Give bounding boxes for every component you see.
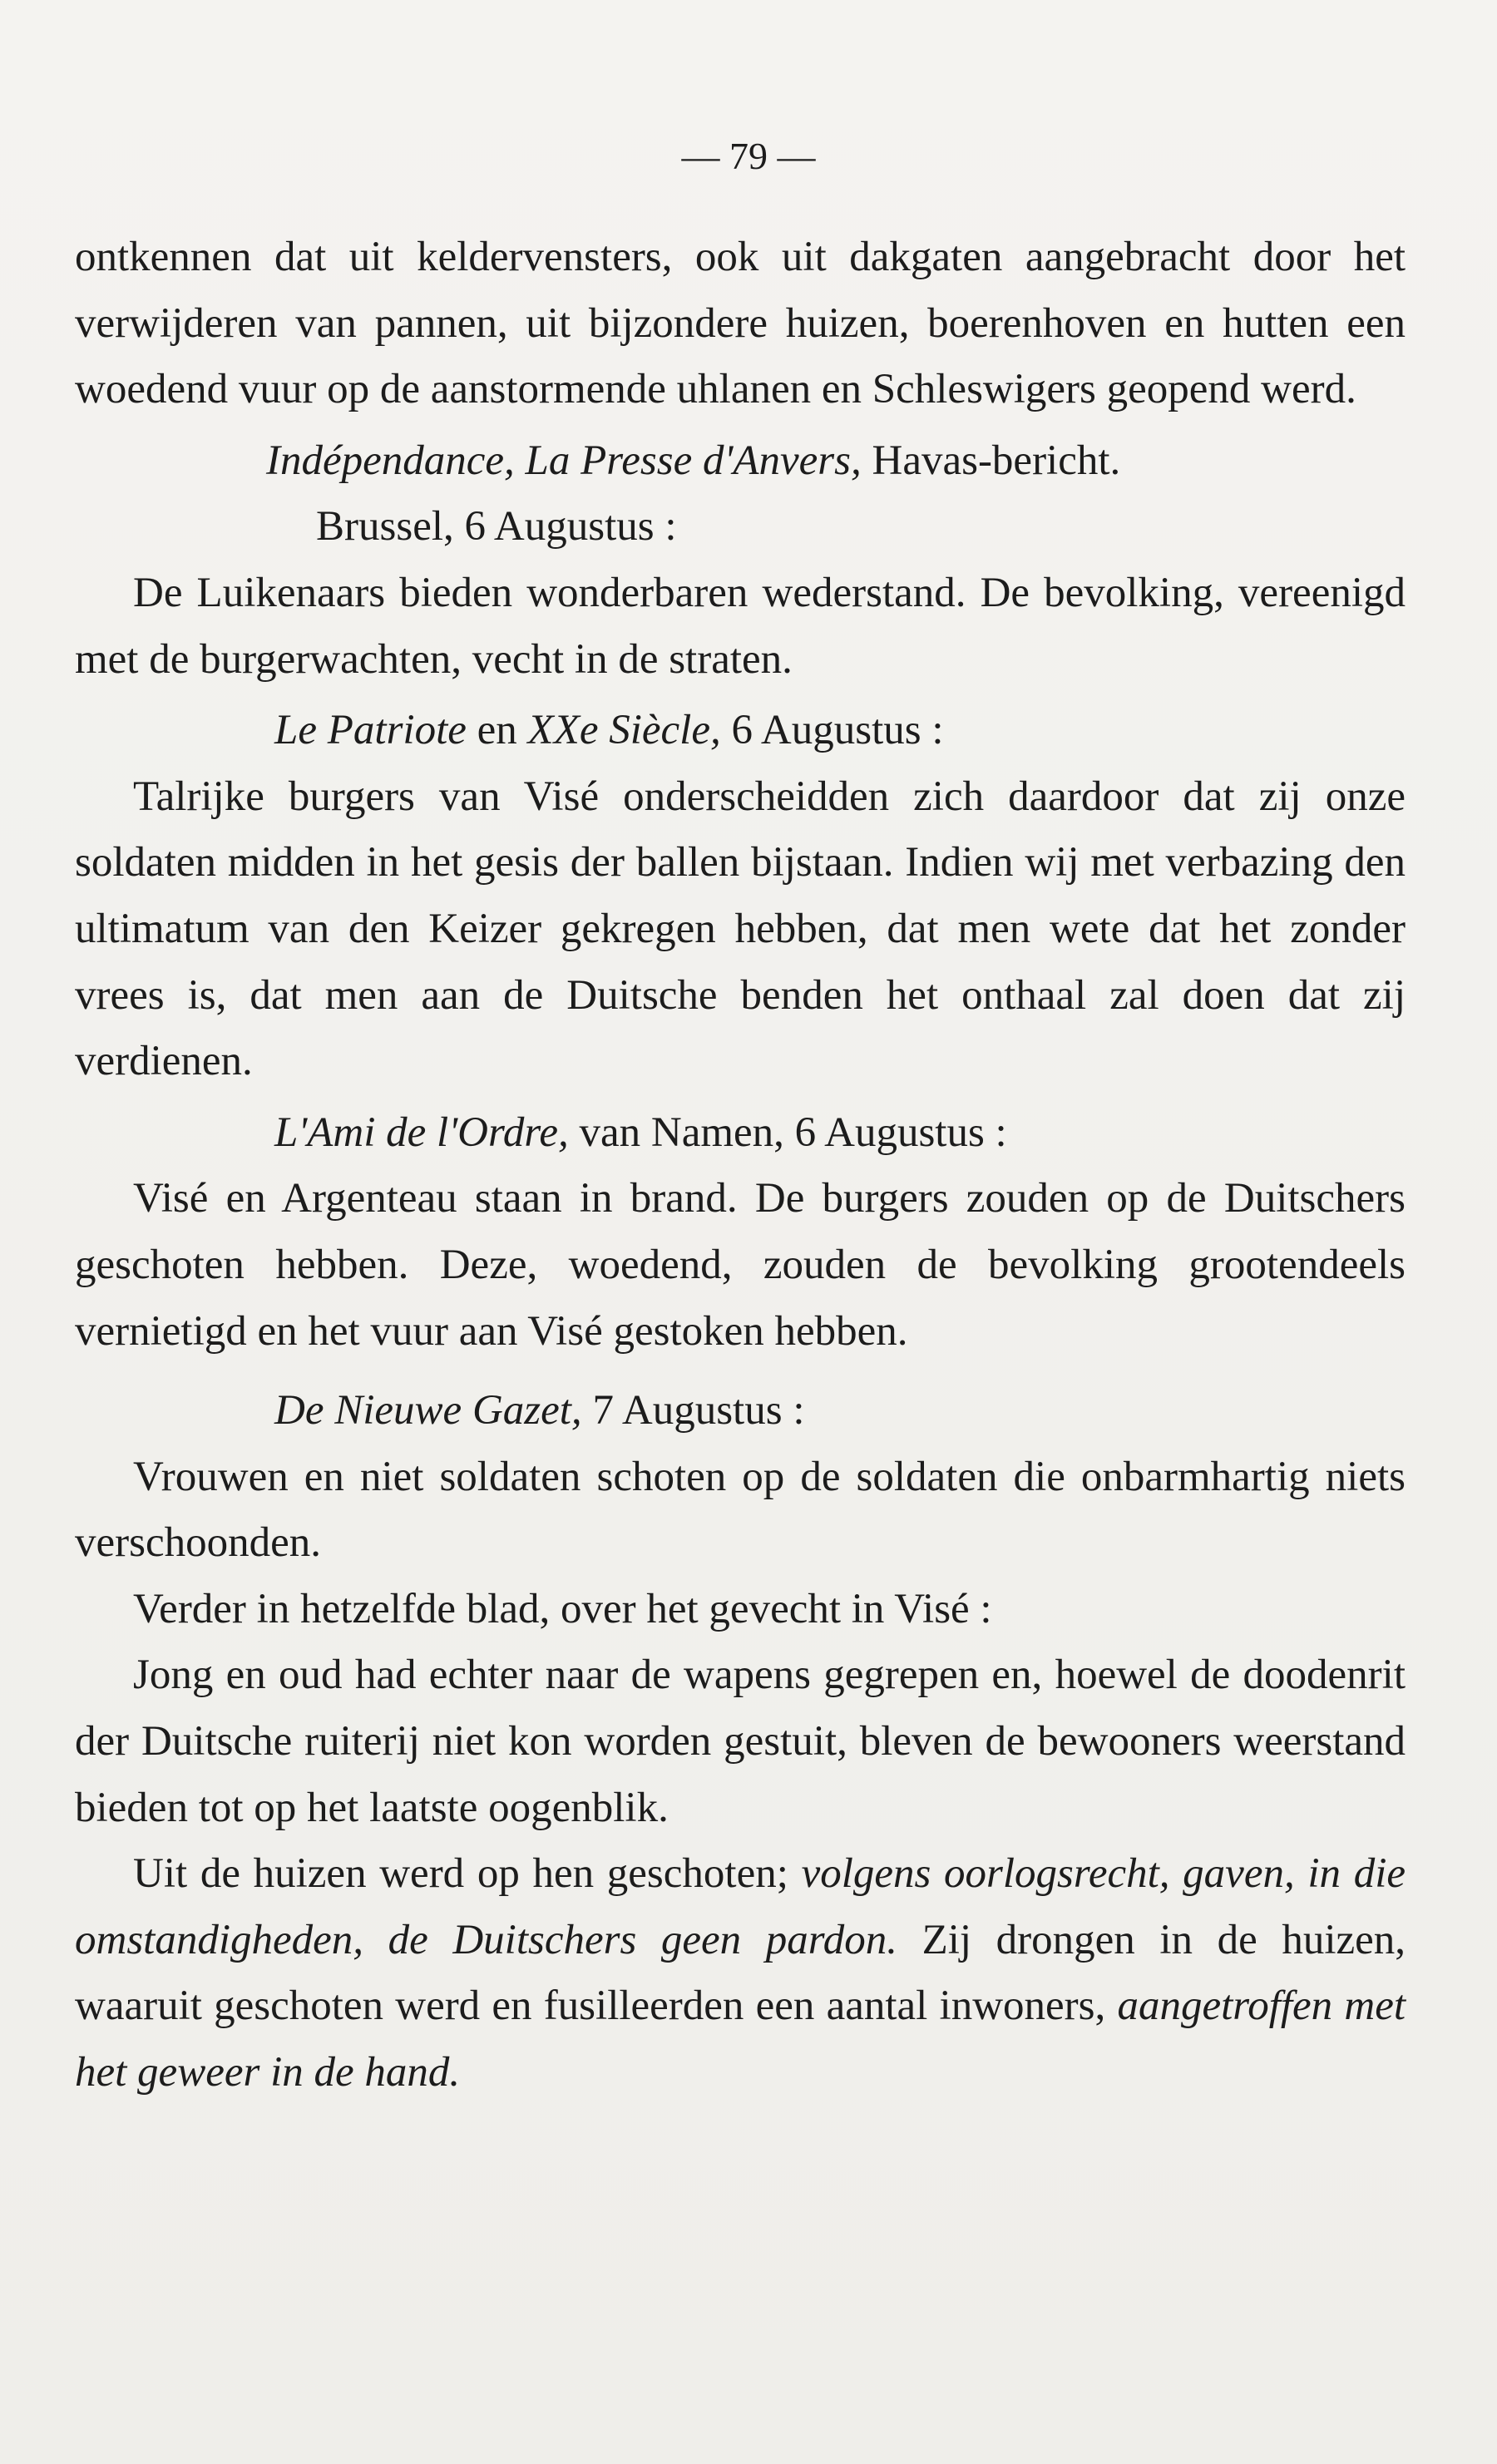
page-body (75, 225, 1406, 2106)
page-number: — 79 — (681, 135, 816, 177)
text-volgens-oorlogsrecht: volgens oorlogsrecht, gaven, in die omstandigheden, de Duitschers geen pardon. (75, 1850, 1406, 1963)
source-rest-havas: Havas-bericht. (861, 437, 1121, 484)
source-title-nieuwe-gazet: De Nieuwe Gazet, (274, 1387, 582, 1434)
paragraph-continuation: ontkennen dat uit keldervensters, ook uit dakgaten aangebracht door het verwijderen van pannen, uit bijzondere huizen, boerenhoven en hutten een woedend vuur op de aanstormende uhlanen en Schleswigers geopend werd. (75, 234, 1406, 413)
text-aangetroffen: aangetroffen met het geweer in de hand. (75, 1983, 1406, 2096)
paragraph-talrijke-burgers: Talrijke burgers van Visé onderscheidden zich daardoor dat zij onze soldaten midden in het gesis der ballen bijstaan. Indien wij met verbazing den ultimatum van den Keizer gekregen hebben, dat men wete dat het zonder vrees is, dat men aan de Duitsche benden het onthaal zal doen dat zij verdienen. (75, 773, 1406, 1085)
source-citation-nieuwe-gazet (75, 1378, 1406, 1444)
source-date-patriote: 6 Augustus : (720, 707, 944, 754)
paragraph-vrouwen: Vrouwen en niet soldaten schoten op de soldaten die onbarmhartig niets verschoonden. (75, 1453, 1406, 1567)
source-citation-independance (75, 428, 1406, 495)
text-zij-drongen: Zij drongen in de huizen, waaruit geschoten werd en fusilleerden een aantal inwoners, (75, 1916, 1406, 2030)
source-title-patriote: Le Patriote (274, 707, 467, 754)
source-title-xxe-siecle: XXe Siècle, (527, 707, 721, 754)
source-rest-namen: van Namen, 6 Augustus : (568, 1109, 1007, 1156)
source-date-nieuwe-gazet: 7 Augustus : (581, 1387, 805, 1434)
source-title-ami-de-lordre: L'Ami de l'Ordre, (274, 1109, 569, 1156)
paragraph-uit-de-huizen (75, 1841, 1406, 2106)
source-title-independance: Indépendance, La Presse d'Anvers, (266, 437, 862, 484)
text-uit-de-huizen: Uit de huizen werd op hen geschoten; (133, 1850, 802, 1898)
source-citation-brussel: Brussel, 6 Augustus : (316, 503, 677, 551)
paragraph-luikenaars: De Luikenaars bieden wonderbaren wederstand. De bevolking, vereenigd met de burgerwachten, vecht in de straten. (75, 569, 1406, 683)
source-connector-en: en (466, 707, 528, 754)
paragraph-vise-argenteau: Visé en Argenteau staan in brand. De burgers zouden op de Duitschers geschoten hebben. Deze, woedend, zouden de bevolking grootendeels vernietigd en het vuur aan Visé gestoken hebben. (75, 1175, 1406, 1355)
paragraph-verder: Verder in hetzelfde blad, over het gevecht in Visé : (133, 1585, 992, 1632)
source-citation-patriote (75, 698, 1406, 764)
paragraph-jong-en-oud: Jong en oud had echter naar de wapens gegrepen en, hoewel de doodenrit der Duitsche ruiterij niet kon worden gestuit, bleven de bewooners weerstand bieden tot op het laatste oogenblik. (75, 1652, 1406, 1831)
source-citation-ami-de-lordre (75, 1100, 1406, 1167)
